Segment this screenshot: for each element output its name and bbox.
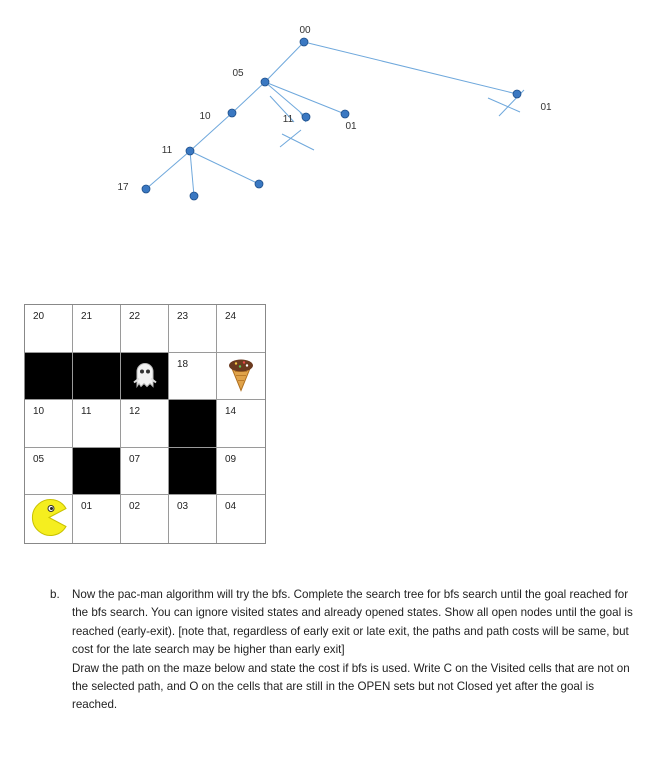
tree-labels (117, 25, 552, 193)
maze-cell (217, 305, 265, 353)
maze-cell-label: 18 (177, 358, 189, 370)
maze-cell (169, 495, 217, 543)
search-tree (0, 0, 649, 260)
maze-cell-label: 04 (225, 501, 237, 513)
maze-cell-label: 20 (33, 311, 45, 322)
maze-cell (169, 353, 217, 401)
tree-node-n00 (300, 38, 308, 46)
tree-node-n_c2 (255, 180, 263, 188)
tree-node-n17 (142, 185, 150, 193)
maze-cell-label: 23 (177, 311, 189, 322)
maze-cell-label: 11 (81, 406, 92, 418)
maze-cell (121, 448, 169, 496)
instructions (50, 586, 640, 715)
tree-edge-n11b-n_c2 (190, 151, 259, 184)
tree-node-label-n11b: 11 (161, 145, 173, 156)
tree-node-label-n01a: 01 (540, 102, 552, 113)
tree-node-n_c1 (190, 192, 198, 200)
ghost-icon (130, 358, 160, 393)
maze-cell (121, 353, 169, 401)
tree-edge-n00-n05 (265, 42, 304, 82)
tree-edge-n11b-n_c1 (190, 151, 194, 196)
tree-edge-n00-n01a (304, 42, 517, 94)
maze-cell-label: 14 (225, 406, 237, 418)
maze-cell (25, 448, 73, 496)
tree-node-n11a (302, 113, 310, 121)
tree-edge-n05-n11a (265, 82, 306, 117)
maze-cell (121, 495, 169, 543)
maze-cell (73, 448, 121, 496)
maze-cell (169, 400, 217, 448)
tree-node-label-n10: 10 (199, 111, 211, 122)
ice-cream-cone-icon (227, 356, 255, 395)
tree-edge-n11b-n17 (146, 151, 190, 189)
pacman-icon (29, 498, 69, 541)
tree-node-n10 (228, 109, 236, 117)
maze-cell (73, 305, 121, 353)
maze-grid (24, 304, 266, 544)
maze-cell (121, 400, 169, 448)
maze-cell (217, 448, 265, 496)
tree-node-n05 (261, 78, 269, 86)
maze-cell-label: 05 (33, 453, 45, 465)
maze-cell (25, 495, 73, 543)
tree-edge-n10-n11b (190, 113, 232, 151)
maze-cell-label: 21 (81, 311, 93, 322)
maze-cell (217, 400, 265, 448)
maze-cell (169, 448, 217, 496)
maze-cell (217, 495, 265, 543)
tree-node-label-n17: 17 (117, 182, 129, 193)
tree-node-label-n05: 05 (232, 68, 244, 79)
maze-cell-label: 07 (129, 453, 141, 465)
tree-node-n01b (341, 110, 349, 118)
tree-edge-n05-n01b (265, 82, 345, 114)
instructions-paragraph-2: Draw the path on the maze below and state the cost if bfs is used. Write C on the Visited cells that are not on the selected path, and O on the cells that are still in the OPEN sets but not Closed yet after the goal is reached. (72, 661, 630, 712)
cross-mark-stroke (488, 98, 520, 112)
instructions-paragraph-1: Now the pac-man algorithm will try the bfs. Complete the search tree for bfs search until the goal reached for the bfs search. You can ignore visited states and already opened states. Show all open nodes until the goal is reached (early-exit). [note that, regardless of early exit or late exit, the paths and path costs will be same, but cost for the late search may be higher than early exit] (72, 588, 633, 657)
maze-cell (121, 305, 169, 353)
maze-cell-label: 01 (81, 501, 93, 513)
list-marker: b. (50, 588, 60, 601)
maze-cell-label: 24 (225, 311, 237, 322)
maze-cell (73, 400, 121, 448)
maze-cell (73, 495, 121, 543)
maze-cell-label: 09 (225, 453, 237, 465)
maze-cell-label: 22 (129, 311, 141, 322)
maze-cell (217, 353, 265, 401)
tree-edge-n05-n10 (232, 82, 265, 113)
maze-cell (25, 305, 73, 353)
maze-cell-label: 12 (129, 406, 141, 418)
maze-cell-label: 02 (129, 501, 141, 513)
maze-cell (25, 353, 73, 401)
maze-cell (73, 353, 121, 401)
tree-node-label-n11a: 11 (282, 114, 294, 125)
maze-cell (25, 400, 73, 448)
maze-cell (169, 305, 217, 353)
tree-node-label-n01b: 01 (345, 121, 357, 132)
tree-node-label-n00: 00 (299, 25, 311, 36)
maze-cell-label: 10 (33, 406, 45, 418)
tree-node-n01a (513, 90, 521, 98)
maze-cell-label: 03 (177, 501, 189, 513)
tree-node-n11b (186, 147, 194, 155)
